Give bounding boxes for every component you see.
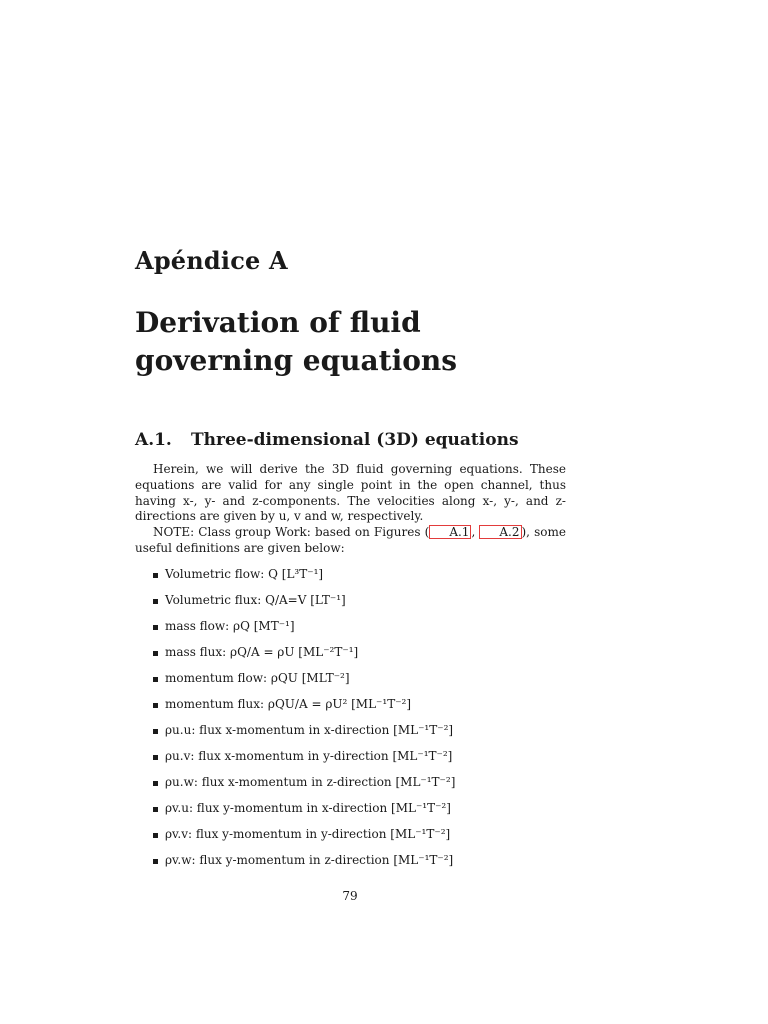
list-item (153, 824, 455, 850)
list-item (153, 850, 455, 876)
definition-text: momentum flux: ρQU/A = ρU² [ML⁻¹T⁻²] (165, 697, 412, 711)
chapter-title: Derivation of fluid governing equations (135, 306, 458, 377)
section-number: A.1. (135, 430, 172, 450)
list-item (153, 642, 455, 668)
bullet-icon (153, 781, 158, 786)
bullet-icon (153, 573, 158, 578)
definition-text: ρv.u: flux y-momentum in x-direction [ML⁻¹T⁻²] (165, 801, 451, 815)
bullet-icon (153, 703, 158, 708)
definitions-list (153, 564, 455, 876)
note-suffix: ), some useful definitions are given below: (135, 525, 566, 555)
bullet-icon (153, 729, 158, 734)
definition-text: ρu.u: flux x-momentum in x-direction [ML⁻¹T⁻²] (165, 723, 454, 737)
definition-text: Volumetric flow: Q [L³T⁻¹] (165, 567, 324, 581)
section-heading (135, 428, 519, 452)
list-item (153, 746, 455, 772)
list-item (153, 616, 455, 642)
definition-text: ρv.v: flux y-momentum in y-direction [ML⁻¹T⁻²] (165, 827, 451, 841)
figure-ref-a1-link[interactable]: A.1 (429, 525, 471, 539)
definition-text: Volumetric flux: Q/A=V [LT⁻¹] (165, 593, 346, 607)
bullet-icon (153, 599, 158, 604)
definition-text: ρv.w: flux y-momentum in z-direction [ML⁻¹T⁻²] (165, 853, 454, 867)
paragraph-note (135, 525, 566, 557)
appendix-label: Apéndice A (135, 246, 288, 275)
bullet-icon (153, 651, 158, 656)
ref-separator: , (471, 525, 480, 540)
bullet-icon (153, 625, 158, 630)
paragraph-intro: Herein, we will derive the 3D fluid governing equations. These equations are valid for any single point in the open channel, thus having x-, y- and z-components. The velocities along x-, y-, and z-directions are given by u, v and w, respectively. (135, 462, 566, 524)
list-item (153, 720, 455, 746)
list-item (153, 564, 455, 590)
list-item (153, 590, 455, 616)
definition-text: ρu.v: flux x-momentum in y-direction [ML⁻¹T⁻²] (165, 749, 453, 763)
list-item (153, 694, 455, 720)
section-title: Three-dimensional (3D) equations (191, 430, 519, 450)
definition-text: mass flux: ρQ/A = ρU [ML⁻²T⁻¹] (165, 645, 359, 659)
bullet-icon (153, 833, 158, 838)
definition-text: mass flow: ρQ [MT⁻¹] (165, 619, 295, 633)
definition-text: momentum flow: ρQU [MLT⁻²] (165, 671, 350, 685)
note-prefix: NOTE: Class group Work: based on Figures ( (153, 525, 430, 540)
list-item (153, 798, 455, 824)
bullet-icon (153, 807, 158, 812)
figure-ref-a2-link[interactable]: A.2 (479, 525, 521, 539)
bullet-icon (153, 859, 158, 864)
definition-text: ρu.w: flux x-momentum in z-direction [ML⁻¹T⁻²] (165, 775, 456, 789)
body-text (135, 462, 566, 557)
bullet-icon (153, 755, 158, 760)
page-number: 79 (342, 889, 358, 903)
list-item (153, 772, 455, 798)
list-item (153, 668, 455, 694)
bullet-icon (153, 677, 158, 682)
